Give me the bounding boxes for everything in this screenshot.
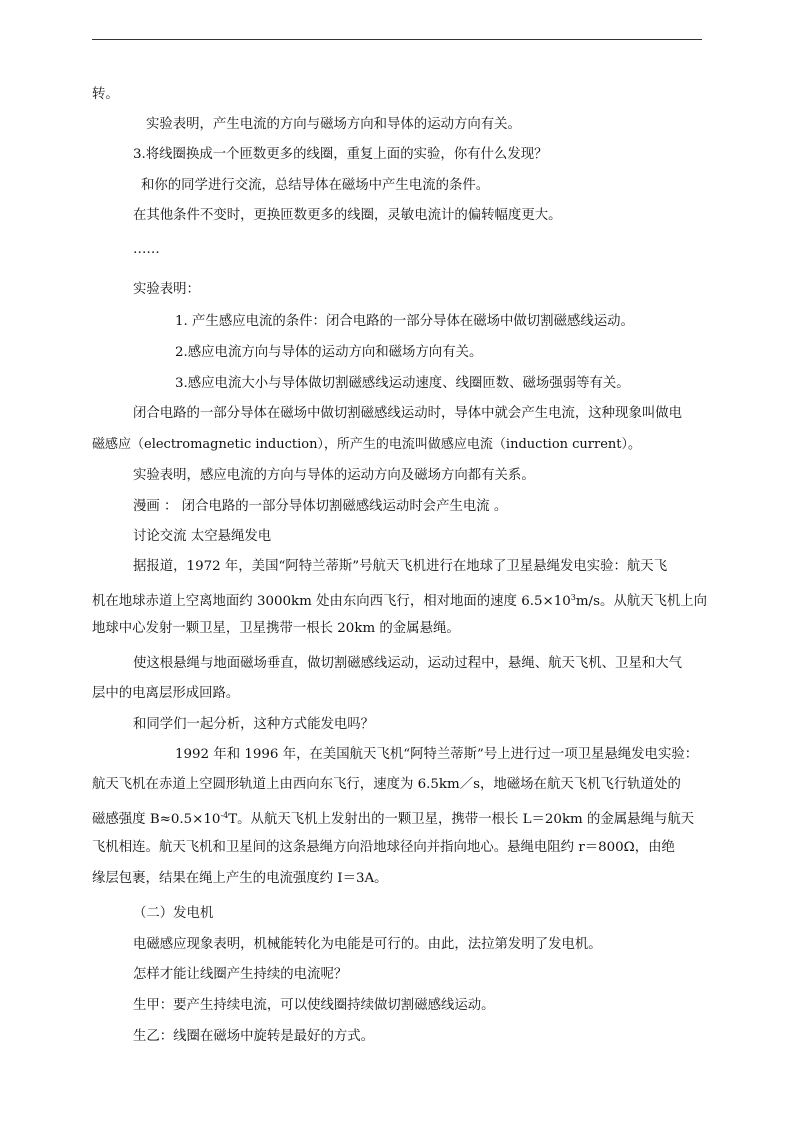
text-line-6: ……	[133, 242, 160, 257]
superscript: 3	[570, 593, 576, 602]
text-line-14: 漫画 ： 闭合电路的一部分导体切割磁感线运动时会产生电流 。	[133, 499, 508, 514]
header-rule	[92, 39, 702, 40]
text-line-19: 使这根悬绳与地面磁场垂直，做切割磁感线运动，运动过程中，悬绳、航天飞机、卫星和大气	[133, 656, 683, 671]
text-line-30: 生甲：要产生持续电流，可以使线圈持续做切割磁感线运动。	[133, 998, 495, 1013]
text-segment: 机在地球赤道上空离地面约 3000km 处由东向西飞行，相对地面的速度 6.5×10	[92, 594, 571, 609]
text-line-25: 飞机相连。航天飞机和卫星间的这条悬绳方向沿地球径向并指向地心。悬绳电阻约 r＝800Ω，由绝	[92, 840, 675, 855]
text-line-16: 据报道，1972 年，美国“阿特兰蒂斯”号航天飞机进行在地球了卫星悬绳发电实验：航天飞	[133, 559, 668, 574]
text-segment: 磁感强度 B≈0.5×10	[92, 812, 221, 827]
text-segment: T。从航天飞机上发射出的一颗卫星，携带一根长 L＝20km 的金属悬绳与航天	[228, 812, 695, 827]
text-line-20: 层中的电离层形成回路。	[92, 686, 240, 701]
text-line-23: 航天飞机在赤道上空圆形轨道上由西向东飞行，速度为 6.5km／s，地磁场在航天飞机飞行轨道处的	[92, 777, 681, 792]
text-line-1: 转。	[92, 87, 119, 102]
text-line-12: 磁感应（electromagnetic induction），所产生的电流叫做感应电流（induction current）。	[92, 437, 642, 452]
text-line-4: 和你的同学进行交流，总结导体在磁场中产生电流的条件。	[141, 178, 490, 193]
text-line-15: 讨论交流 太空悬绳发电	[133, 529, 272, 544]
text-line-13: 实验表明，感应电流的方向与导体的运动方向及磁场方向都有关系。	[133, 468, 535, 483]
text-line-17	[92, 588, 707, 612]
text-line-9: 2.感应电流方向与导体的运动方向和磁场方向有关。	[175, 345, 483, 360]
text-line-28: 电磁感应现象表明，机械能转化为电能是可行的。由此，法拉第发明了发电机。	[133, 937, 602, 952]
superscript: -4	[220, 811, 229, 820]
text-line-7: 实验表明：	[133, 282, 200, 297]
text-line-10: 3.感应电流大小与导体做切割磁感线运动速度、线圈匝数、磁场强弱等有关。	[175, 376, 630, 391]
text-line-11: 闭合电路的一部分导体在磁场中做切割磁感线运动时，导体中就会产生电流，这种现象叫做电	[133, 406, 683, 421]
text-line-21: 和同学们一起分析，这种方式能发电吗？	[133, 717, 375, 732]
section-heading: （二）发电机	[133, 906, 214, 921]
text-line-24	[92, 806, 694, 830]
text-line-8: 1. 产生感应电流的条件：闭合电路的一部分导体在磁场中做切割磁感线运动。	[175, 314, 634, 329]
text-line-3: 3.将线圈换成一个匝数更多的线圈，重复上面的实验，你有什么发现？	[133, 147, 548, 162]
text-line-26: 缘层包裹，结果在绳上产生的电流强度约 I＝3A。	[92, 871, 388, 886]
text-line-5: 在其他条件不变时，更换匝数更多的线圈，灵敏电流计的偏转幅度更大。	[133, 208, 562, 223]
text-line-18: 地球中心发射一颗卫星，卫星携带一根长 20km 的金属悬绳。	[92, 621, 460, 636]
text-segment: m/s。从航天飞机上向	[575, 594, 708, 609]
text-line-29: 怎样才能让线圈产生持续的电流呢？	[133, 967, 348, 982]
text-line-31: 生乙：线圈在磁场中旋转是最好的方式。	[133, 1029, 375, 1044]
text-line-2: 实验表明，产生电流的方向与磁场方向和导体的运动方向有关。	[146, 117, 521, 132]
text-line-22: 1992 年和 1996 年，在美国航天飞机“阿特兰蒂斯”号上进行过一项卫星悬绳发电实验：	[175, 747, 699, 762]
